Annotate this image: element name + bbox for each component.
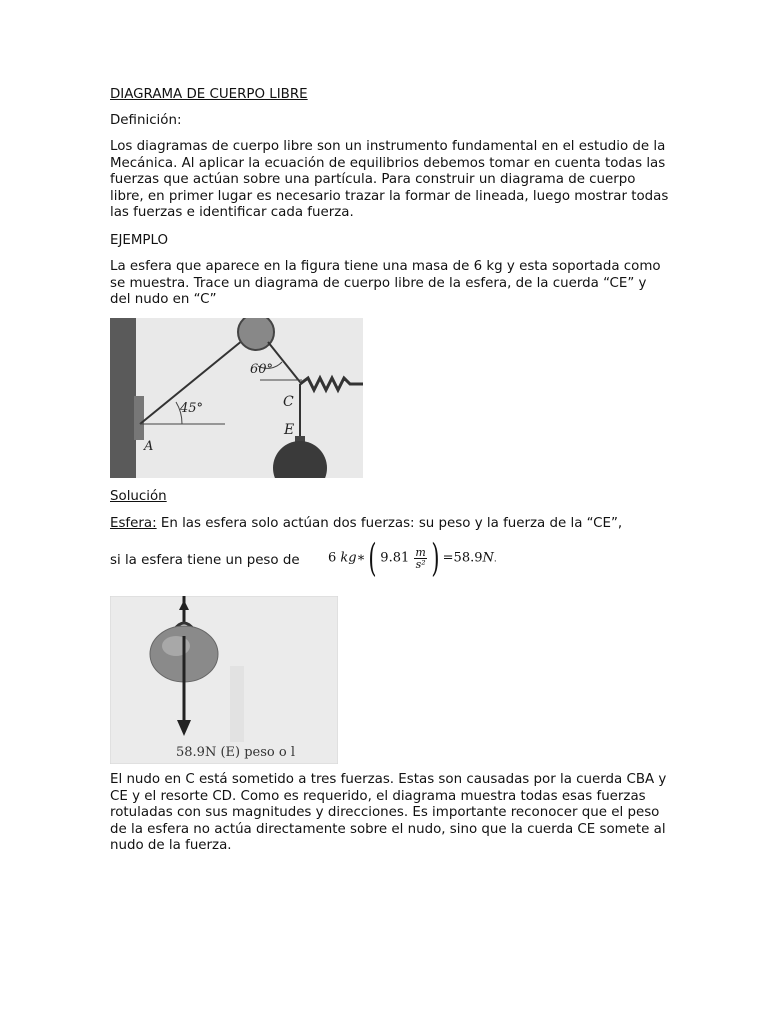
sphere-text: En las esfera solo actúan dos fuerzas: su peso y la fuerza de la “CE”,	[156, 516, 623, 531]
angle-60-label: 60°	[250, 362, 274, 377]
example-heading: EJEMPLO	[110, 233, 169, 248]
weight-force-label: 58.9N (E) peso o l	[176, 745, 295, 760]
weight-formula	[328, 536, 497, 580]
pulley	[238, 318, 274, 350]
example-paragraph: La esfera que aparece en la figura tiene una masa de 6 kg y esta soportada como se muestra. Trace un diagrama de cuerpo libre de la esfera, de la cuerda “CE” y del nudo en “C”	[110, 259, 661, 307]
formula-dot: .	[493, 554, 497, 565]
formula-unit-fraction	[414, 547, 426, 570]
solution-heading: Solución	[110, 489, 167, 504]
definition-heading: Definición:	[110, 113, 182, 128]
formula-unit-num: m	[415, 545, 426, 559]
angle-45-label: 45°	[180, 401, 204, 416]
sphere-label: Esfera:	[110, 516, 157, 531]
formula-mass: 6	[328, 550, 337, 566]
formula-unit-den: s²	[415, 557, 426, 571]
point-e-label: E	[284, 422, 295, 438]
formula-newton: N	[482, 550, 494, 566]
example-figure	[110, 318, 363, 478]
point-a-label: A	[144, 439, 154, 454]
knot-paragraph: El nudo en C está sometido a tres fuerzas. Estas son causadas por la cuerda CBA y CE y el resorte CD. Como es requerido, el diagrama muestra todas esas fuerzas rotuladas con sus magnitudes y direcciones. Es importante reconocer que el peso de la esfera no actúa directamente sobre el nudo, sino que la cuerda CE somete al nudo de la fuerza.	[110, 772, 667, 853]
weight-intro: si la esfera tiene un peso de	[110, 553, 300, 568]
sphere-paragraph	[110, 516, 670, 533]
formula-kg: kg	[340, 550, 357, 566]
formula-result: =58.9	[442, 550, 483, 566]
sphere-fbd-drawing	[110, 596, 338, 764]
formula-times: ∗	[356, 550, 366, 566]
definition-paragraph: Los diagramas de cuerpo libre son un instrumento fundamental en el estudio de la Mecánica. Al aplicar la ecuación de equilibrios debemos tomar en cuenta todas las fuerzas que actúan sobre una partícula. Para construir un diagrama de cuerpo libre, en primer lugar es necesario trazar la formar de lineada, luego mostrar todas las fuerzas e identificar cada fuerza.	[110, 139, 669, 220]
formula-left-paren: (	[368, 536, 377, 580]
formula-gravity: 9.81	[380, 550, 410, 566]
document-title: DIAGRAMA DE CUERPO LIBRE	[110, 87, 308, 102]
sphere-fbd-figure	[110, 596, 338, 764]
formula-right-paren: )	[431, 536, 440, 580]
wall	[110, 318, 136, 478]
point-c-label: C	[283, 394, 294, 410]
example-figure-drawing	[110, 318, 363, 478]
